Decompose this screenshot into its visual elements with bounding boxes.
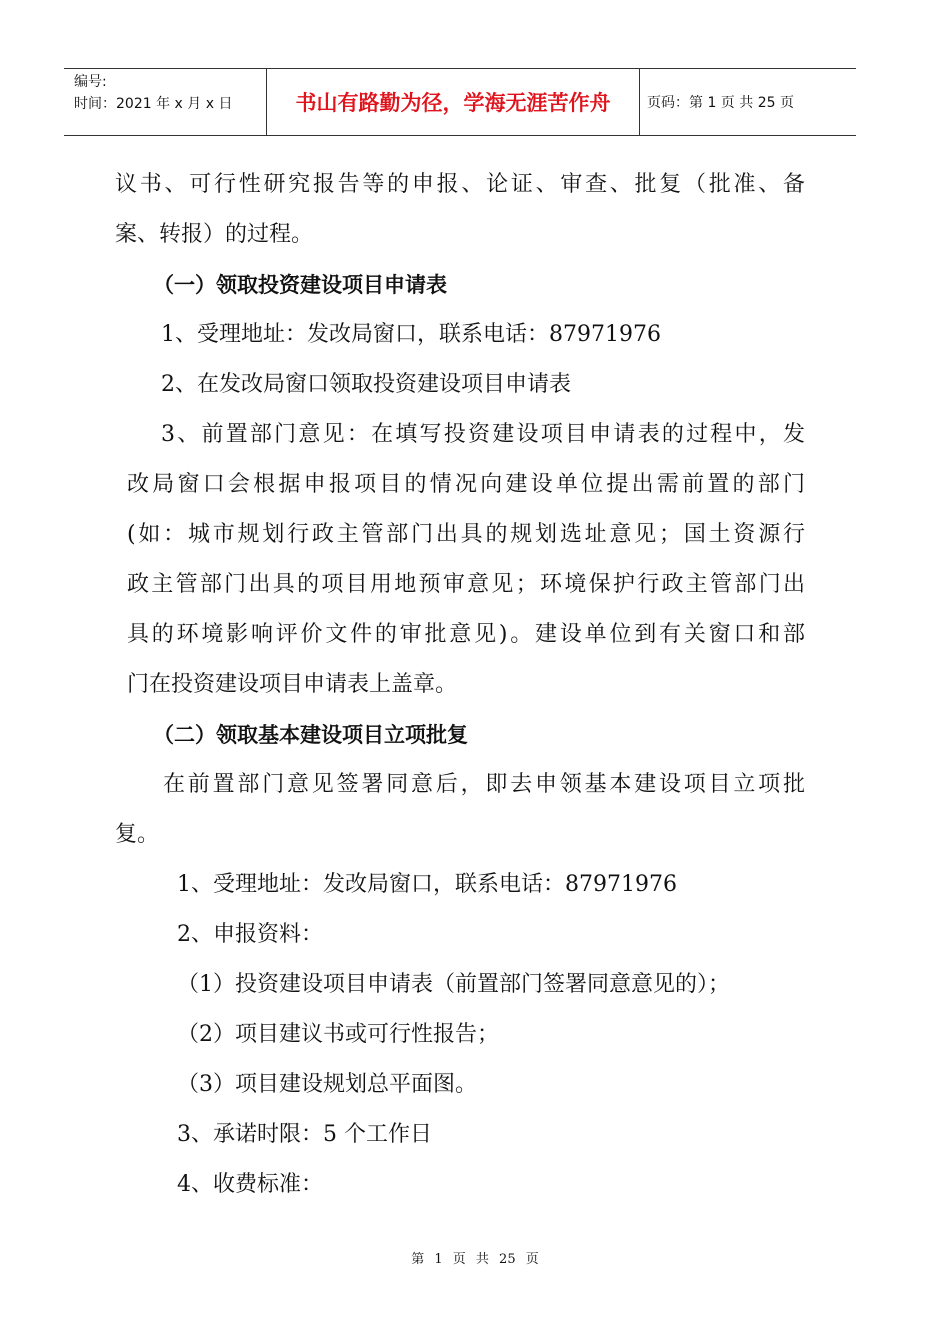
- header-motto: 书山有路勤为径，学海无涯苦作舟: [295, 91, 611, 115]
- section-heading-1: （一）领取投资建设项目申请表: [153, 273, 447, 297]
- body-line: 1、受理地址：发改局窗口，联系电话：87971976: [177, 872, 677, 897]
- body-line: 3、前置部门意见：在填写投资建设项目申请表的过程中，发: [161, 422, 805, 447]
- body-line: 案、转报）的过程。: [115, 222, 314, 247]
- body-line: 在前置部门意见签署同意后，即去申领基本建设项目立项批: [163, 772, 805, 797]
- body-line: 2、申报资料：: [177, 922, 323, 947]
- header-page-label: 页码：第 1 页 共 25 页: [647, 95, 794, 111]
- body-line: （1）投资建设项目申请表（前置部门签署同意意见的）；: [177, 972, 730, 997]
- body-line: 4、收费标准：: [177, 1172, 323, 1197]
- body-line: 具的环境影响评价文件的审批意见)。建设单位到有关窗口和部: [127, 622, 805, 647]
- section-heading-2: （二）领取基本建设项目立项批复: [153, 723, 468, 747]
- body-line: 1、受理地址：发改局窗口，联系电话：87971976: [161, 322, 661, 347]
- body-line: 门在投资建设项目申请表上盖章。: [127, 672, 458, 697]
- body-line: 复。: [115, 822, 160, 847]
- page-header: [64, 68, 856, 136]
- body-line: (如：城市规划行政主管部门出具的规划选址意见；国土资源行: [127, 522, 805, 547]
- body-line: 议书、可行性研究报告等的申报、论证、审查、批复（批准、备: [115, 172, 805, 197]
- header-number-label: 编号:: [74, 74, 107, 90]
- body-line: （2）项目建议书或可行性报告；: [177, 1022, 499, 1047]
- body-line: 2、在发改局窗口领取投资建设项目申请表: [161, 372, 571, 397]
- body-line: 改局窗口会根据申报项目的情况向建设单位提出需前置的部门: [127, 472, 805, 497]
- header-divider-right: [639, 69, 640, 135]
- body-line: 政主管部门出具的项目用地预审意见；环境保护行政主管部门出: [127, 572, 805, 597]
- header-time-label: 时间：2021 年 x 月 x 日: [74, 96, 233, 112]
- body-line: （3）项目建设规划总平面图。: [177, 1072, 477, 1097]
- body-line: 3、承诺时限：5 个工作日: [177, 1122, 432, 1147]
- document-body: [115, 160, 805, 1210]
- header-meta: [74, 71, 232, 115]
- page-footer: 第 1 页 共 25 页: [411, 1252, 539, 1267]
